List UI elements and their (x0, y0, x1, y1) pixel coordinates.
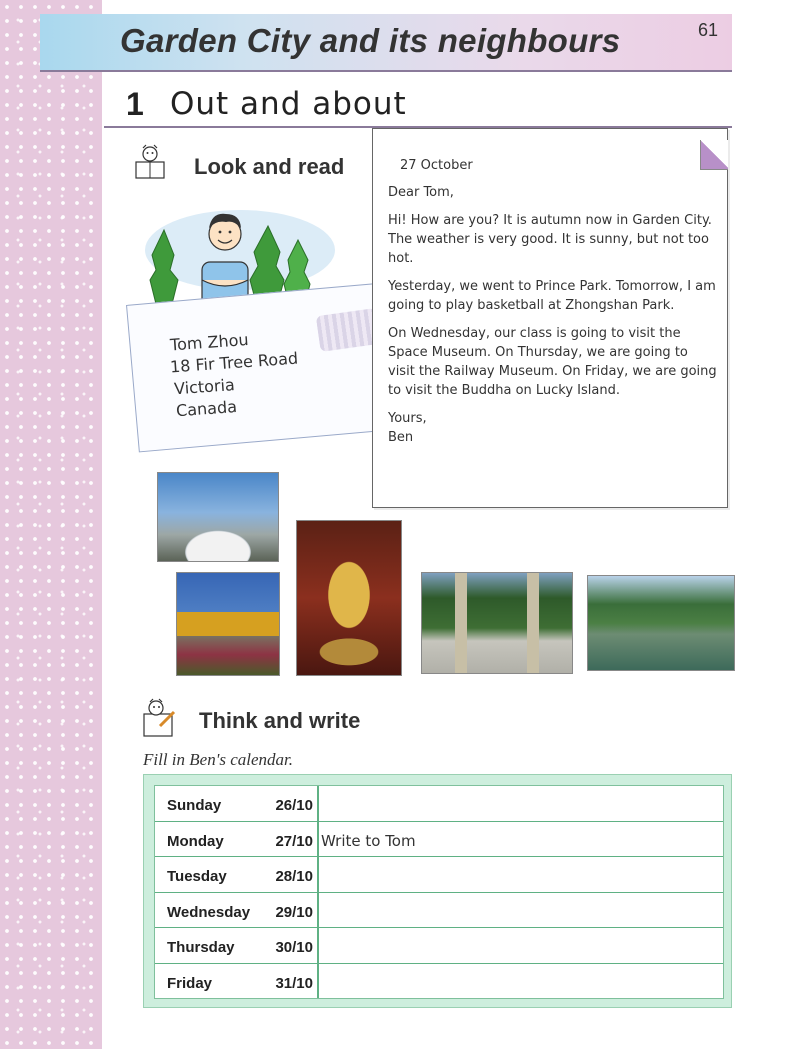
calendar-date: 31/10 (275, 975, 313, 992)
letter-date: 27 October (400, 158, 473, 173)
letter-paragraph: Yesterday, we went to Prince Park. Tomorrow, I am going to play basketball at Zhongshan Park. (388, 279, 716, 313)
think-and-write-heading: Think and write (199, 708, 361, 733)
calendar-day: Tuesday (167, 868, 227, 886)
calendar-date: 30/10 (275, 939, 313, 957)
calendar-row (155, 822, 723, 858)
page-number: 61 (698, 20, 719, 40)
calendar-day: Monday (167, 832, 224, 850)
writing-mascot-icon (138, 696, 178, 740)
address-line: 18 Fir Tree Road (169, 348, 299, 377)
letter-paragraph: Hi! How are you? It is autumn now in Garden City. The weather is very good. It is sunny, but not too hot. (388, 213, 712, 266)
unit-header (104, 80, 732, 128)
calendar-row (155, 893, 723, 929)
calendar-day: Friday (167, 975, 213, 992)
calendar-entry[interactable]: Write to Tom (321, 831, 416, 850)
decorative-left-strip (0, 0, 102, 1049)
address-line: Canada (175, 397, 238, 421)
calendar-day: Thursday (167, 939, 235, 957)
park-gate-photo (421, 572, 573, 674)
calendar-date: 28/10 (275, 868, 313, 886)
instruction-text: Fill in Ben's calendar. (143, 750, 294, 769)
park-lake-photo (587, 575, 735, 671)
envelope-address (169, 330, 299, 421)
calendar-date: 29/10 (275, 903, 313, 921)
page-title: Garden City and its neighbours (120, 22, 621, 59)
address-line: Tom Zhou (169, 330, 250, 355)
letter-closing: Yours, (388, 411, 427, 426)
letter-paragraph: On Wednesday, our class is going to visit the Space Museum. On Thursday, we are going to visit the Railway Museum. On Friday, we are going to visit the Buddha on Lucky Island. (388, 326, 717, 398)
calendar-date: 27/10 (275, 832, 313, 850)
calendar-row (155, 928, 723, 964)
calendar-day: Sunday (167, 797, 222, 814)
calendar-row (155, 857, 723, 893)
calendar-date: 26/10 (275, 797, 313, 814)
address-line: Victoria (173, 375, 236, 399)
calendar-row (155, 786, 723, 822)
letter-signature: Ben (388, 430, 414, 445)
reading-mascot-icon (132, 142, 168, 182)
space-museum-photo (157, 472, 279, 562)
railway-museum-photo (176, 572, 280, 676)
calendar-table (154, 785, 724, 999)
letter-greeting: Dear Tom, (388, 185, 454, 200)
calendar-row (155, 964, 723, 1000)
calendar-frame (143, 774, 732, 1008)
unit-title: Out and about (170, 86, 407, 122)
letter-body (388, 156, 718, 456)
buddha-photo (296, 520, 402, 676)
look-and-read-heading: Look and read (194, 154, 345, 179)
calendar-day: Wednesday (167, 903, 251, 921)
unit-number: 1 (126, 86, 144, 122)
